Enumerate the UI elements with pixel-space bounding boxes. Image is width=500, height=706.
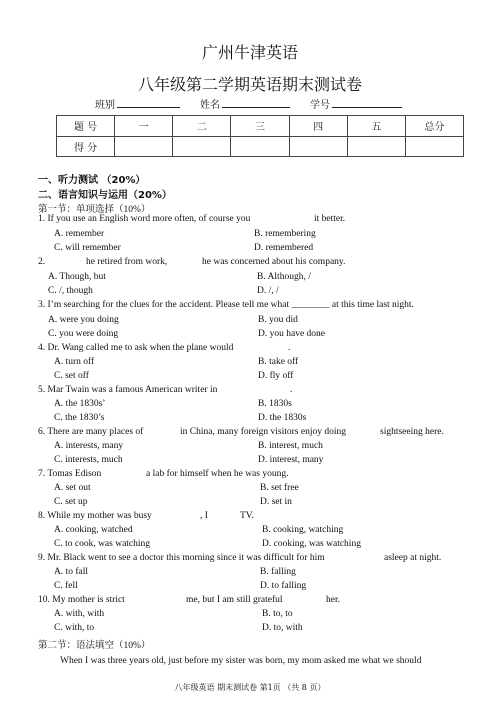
id-label: 学号	[310, 100, 330, 111]
score-header-cell: 题 号	[57, 116, 115, 137]
score-cell	[115, 136, 173, 157]
passage-line: When I was three years old, just before my sister was born, my mom asked me what we should	[60, 656, 422, 666]
q5-option-d: D. the 1830s	[258, 413, 307, 423]
q10-stem-a: 10. My mother is strict	[38, 595, 125, 605]
q3-option-d: D. you have done	[258, 329, 326, 339]
q7-option-b: B. set free	[260, 483, 299, 493]
q9-option-b: B. falling	[260, 567, 296, 577]
q8-option-b: B. cooking, watching	[262, 525, 344, 535]
score-header-cell: 五	[347, 116, 405, 137]
q10-option-a: A. with, with	[54, 609, 105, 619]
part2-heading: 第二节：语法填空（10%）	[38, 641, 151, 651]
q4-option-b: B. take off	[258, 357, 299, 367]
q9-option-c: C. fell	[54, 581, 78, 591]
q1-option-a: A. remember	[54, 229, 105, 239]
q9-stem-a: 9. Mr. Black went to see a doctor this morning since it was difficult for him	[38, 553, 325, 563]
q6-option-c: C. interests, much	[54, 455, 123, 465]
q5-option-c: C. the 1830’s	[54, 413, 105, 423]
section-listening: 一、听力测试 （20%）	[38, 175, 146, 186]
q7-option-c: C. set up	[54, 497, 88, 507]
q7-stem-b: a lab for himself when he was young.	[146, 469, 289, 479]
score-header-row	[57, 116, 464, 137]
q7-option-a: A. set out	[54, 483, 91, 493]
name-blank	[222, 107, 290, 108]
q2-stem-c: he was concerned about his company.	[202, 257, 346, 267]
q2-option-b: B. Although, /	[257, 272, 311, 282]
q8-stem-a: 8. While my mother was busy	[38, 511, 152, 521]
class-label: 班别	[95, 100, 115, 111]
q5-stem-a: 5. Mar Twain was a famous American writer in	[38, 385, 218, 395]
score-cell	[405, 136, 463, 157]
q1-stem-a: 1. If you use an English word more often, of course you	[38, 214, 251, 224]
q7-stem-a: 7. Tomas Edison	[38, 469, 102, 479]
q5-option-a: A. the 1830s’	[54, 399, 106, 409]
q10-option-b: B. to, to	[262, 609, 293, 619]
q2-stem-a: 2.	[38, 257, 46, 267]
q3-option-b: B. you did	[258, 315, 298, 325]
q8-stem-b: , I	[200, 511, 208, 521]
score-header-cell: 总分	[405, 116, 463, 137]
q1-stem-b: it better.	[314, 214, 346, 224]
q1-option-c: C. will remember	[54, 243, 121, 253]
score-header-cell: 一	[115, 116, 173, 137]
score-header-cell: 二	[173, 116, 231, 137]
q2-option-c: C. /, though	[48, 286, 93, 296]
score-row-label: 得 分	[57, 136, 115, 157]
q3-stem: 3. I’m searching for the clues for the accident. Please tell me what ________ at this time last night.	[38, 300, 414, 310]
q8-stem-c: TV.	[240, 511, 254, 521]
q8-option-d: D. cooking, was watching	[262, 539, 361, 549]
score-cell	[289, 136, 347, 157]
q3-option-a: A. were you doing	[48, 315, 119, 325]
name-label: 姓名	[200, 100, 220, 111]
score-value-row	[57, 136, 464, 157]
score-header-cell: 三	[231, 116, 289, 137]
score-cell	[231, 136, 289, 157]
q10-option-c: C. with, to	[54, 623, 95, 633]
q2-option-d: D. /, /	[257, 286, 279, 296]
section-language: 二、语言知识与运用（20%）	[38, 190, 172, 201]
q9-option-d: D. to falling	[260, 581, 307, 591]
q4-stem-a: 4. Dr. Wang called me to ask when the plane would	[38, 343, 234, 353]
score-cell	[347, 136, 405, 157]
q10-stem-c: her.	[326, 595, 340, 605]
score-table	[56, 115, 464, 157]
q6-stem-b: in China, many foreign visitors enjoy doing	[180, 427, 346, 437]
id-blank	[332, 107, 402, 108]
paper-title: 广州牛津英语	[201, 43, 298, 62]
q10-stem-b: me, but I am still grateful	[186, 595, 283, 605]
q6-option-b: B. interest, much	[258, 441, 323, 451]
q6-stem-a: 6. There are many places of	[38, 427, 144, 437]
q5-stem-b: .	[290, 385, 293, 395]
q4-option-a: A. turn off	[54, 357, 95, 367]
paper-subtitle: 八年级第二学期英语期末测试卷	[137, 75, 362, 94]
q3-option-c: C. you were doing	[48, 329, 119, 339]
q8-option-a: A. cooking, watched	[54, 525, 133, 535]
q5-option-b: B. 1830s	[258, 399, 292, 409]
q1-option-b: B. remembering	[254, 229, 316, 239]
class-blank	[117, 107, 180, 108]
q7-option-d: D. set in	[260, 497, 292, 507]
q6-option-a: A. interests, many	[54, 441, 124, 451]
score-header-cell: 四	[289, 116, 347, 137]
q9-option-a: A. to fall	[54, 567, 89, 577]
q2-option-a: A. Though, but	[48, 272, 106, 282]
q4-option-c: C. set off	[54, 371, 89, 381]
q1-option-d: D. remembered	[254, 243, 314, 253]
score-cell	[173, 136, 231, 157]
page-footer: 八年级英语 期末测试卷 第1页 （共 8 页）	[174, 683, 326, 692]
q9-stem-b: asleep at night.	[384, 553, 442, 563]
part1-heading-text: 第一节：单项选择（10%）	[38, 205, 151, 215]
q8-option-c: C. to cook, was watching	[54, 539, 151, 549]
q4-stem-b: .	[288, 343, 291, 353]
q6-stem-c: sightseeing here.	[380, 427, 444, 437]
q4-option-d: D. fly off	[258, 371, 294, 381]
q10-option-d: D. to, with	[262, 623, 303, 633]
q6-option-d: D. interest, many	[258, 455, 324, 465]
q2-stem-b: he retired from work,	[86, 257, 168, 267]
